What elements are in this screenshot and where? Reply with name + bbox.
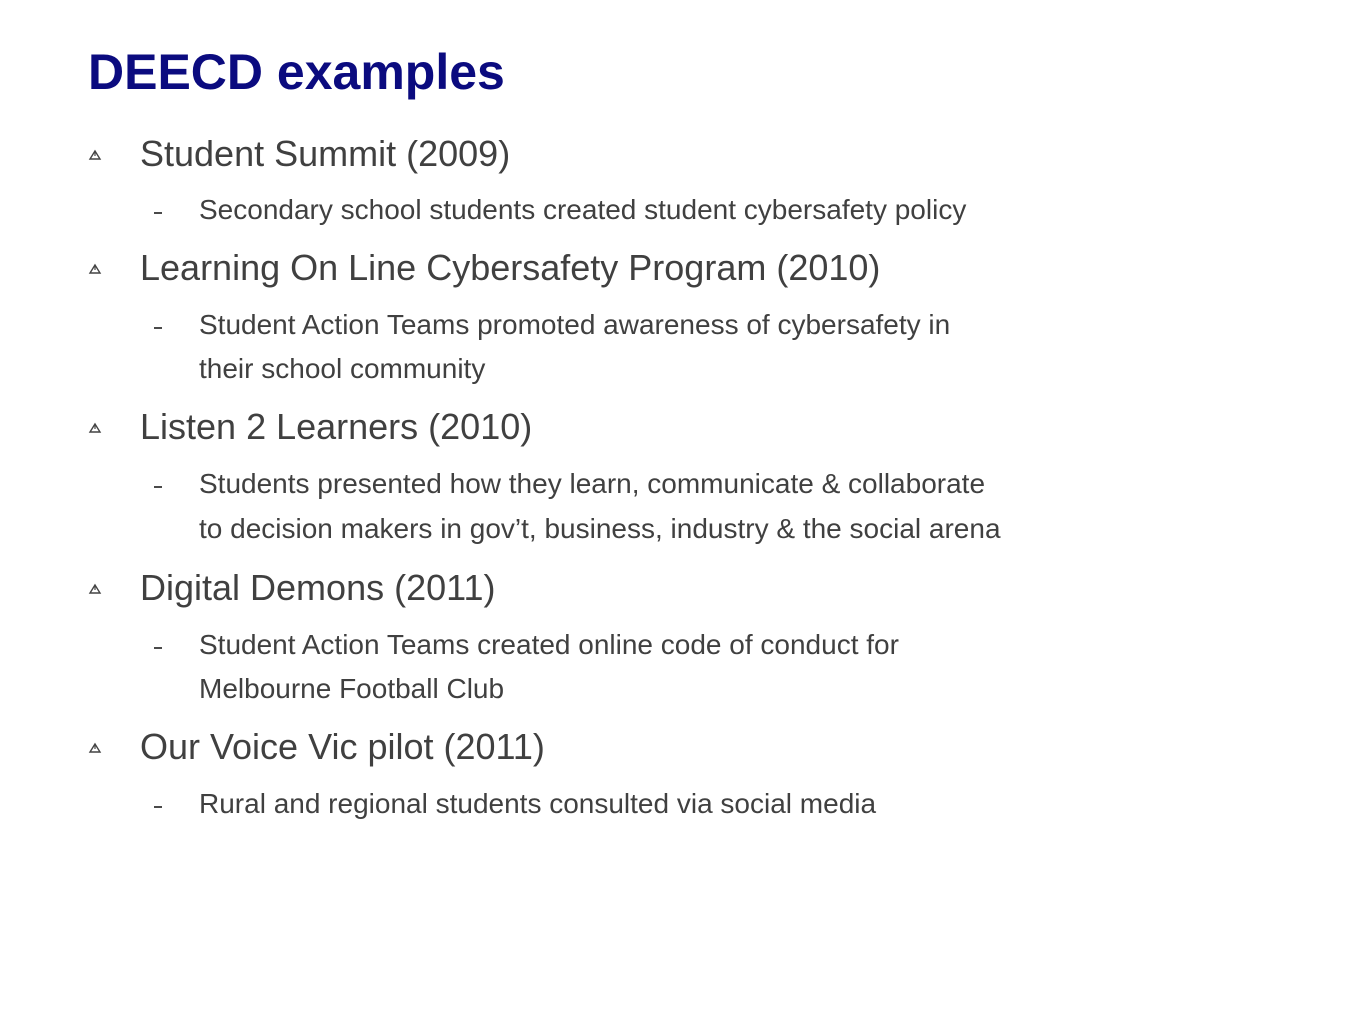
sub-item-text: to decision makers in gov’t, business, industry & the social arena bbox=[199, 513, 1001, 544]
sub-item-text: Rural and regional students consulted via social media bbox=[199, 788, 877, 819]
list-item-label: Digital Demons (2011) bbox=[140, 567, 496, 608]
dash-icon bbox=[154, 212, 162, 214]
sub-item-text: Student Action Teams promoted awareness of cybersafety in bbox=[199, 309, 951, 340]
list-item-label: Student Summit (2009) bbox=[140, 133, 511, 174]
sub-item-text: their school community bbox=[199, 353, 486, 384]
triangle-bullet-icon bbox=[88, 421, 102, 435]
triangle-bullet-icon bbox=[88, 262, 102, 276]
dash-icon bbox=[154, 486, 162, 488]
sub-item-text: Student Action Teams created online code of conduct for bbox=[199, 629, 899, 660]
sub-item-text: Secondary school students created student cybersafety policy bbox=[199, 194, 967, 225]
sub-item-text: Melbourne Football Club bbox=[199, 673, 505, 704]
triangle-bullet-icon bbox=[88, 741, 102, 755]
dash-icon bbox=[154, 327, 162, 329]
dash-icon bbox=[154, 806, 162, 808]
list-item-label: Listen 2 Learners (2010) bbox=[140, 406, 533, 447]
list-item-label: Learning On Line Cybersafety Program (2010) bbox=[140, 247, 881, 288]
dash-icon bbox=[154, 647, 162, 649]
triangle-bullet-icon bbox=[88, 148, 102, 162]
list-item-label: Our Voice Vic pilot (2011) bbox=[140, 726, 545, 767]
triangle-bullet-icon bbox=[88, 582, 102, 596]
sub-item-text: Students presented how they learn, communicate & collaborate bbox=[199, 468, 986, 499]
slide-title: DEECD examples bbox=[88, 44, 505, 100]
